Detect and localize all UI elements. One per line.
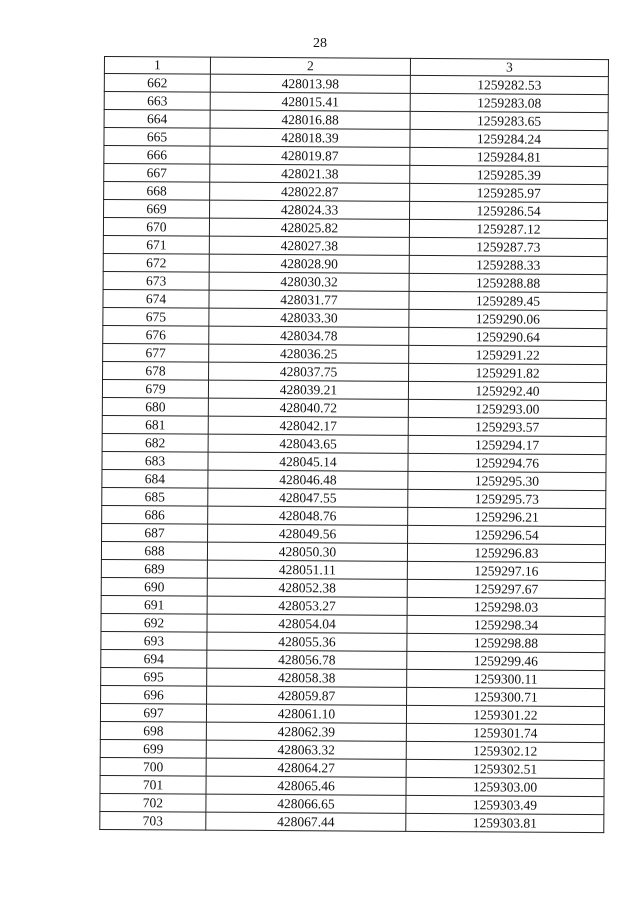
- x-coordinate-cell: 428049.56: [208, 524, 408, 543]
- y-coordinate-cell: 1259300.11: [407, 669, 605, 688]
- point-number-cell: 685: [102, 487, 208, 506]
- point-number-cell: 680: [102, 397, 208, 416]
- x-coordinate-cell: 428061.10: [206, 704, 406, 723]
- y-coordinate-cell: 1259284.24: [410, 129, 608, 148]
- point-number-cell: 686: [102, 505, 208, 524]
- coordinates-table-container: [99, 56, 610, 833]
- x-coordinate-cell: 428065.46: [206, 776, 406, 795]
- x-coordinate-cell: 428048.76: [208, 506, 408, 525]
- x-coordinate-cell: 428031.77: [209, 290, 409, 309]
- x-coordinate-cell: 428054.04: [207, 614, 407, 633]
- x-coordinate-cell: 428036.25: [209, 344, 409, 363]
- point-number-cell: 671: [103, 235, 209, 254]
- x-coordinate-cell: 428064.27: [206, 758, 406, 777]
- point-number-cell: 696: [101, 685, 207, 704]
- x-coordinate-cell: 428021.38: [210, 164, 410, 183]
- x-coordinate-cell: 428040.72: [208, 398, 408, 417]
- point-number-cell: 668: [104, 182, 210, 201]
- x-coordinate-cell: 428019.87: [210, 146, 410, 165]
- y-coordinate-cell: 1259282.53: [410, 75, 608, 94]
- x-coordinate-cell: 428058.38: [207, 668, 407, 687]
- y-coordinate-cell: 1259295.73: [408, 489, 606, 508]
- x-coordinate-cell: 428067.44: [206, 812, 406, 831]
- x-coordinate-cell: 428042.17: [208, 416, 408, 435]
- point-number-cell: 688: [101, 541, 207, 560]
- y-coordinate-cell: 1259287.12: [409, 219, 607, 238]
- y-coordinate-cell: 1259294.76: [408, 453, 606, 472]
- point-number-cell: 670: [103, 218, 209, 237]
- point-number-cell: 701: [100, 775, 206, 794]
- column-header-3: 3: [410, 58, 608, 76]
- y-coordinate-cell: 1259301.22: [406, 705, 604, 724]
- x-coordinate-cell: 428039.21: [208, 380, 408, 399]
- coordinates-table: [99, 56, 609, 833]
- point-number-cell: 672: [103, 253, 209, 272]
- y-coordinate-cell: 1259292.40: [408, 381, 606, 400]
- x-coordinate-cell: 428013.98: [210, 74, 410, 93]
- y-coordinate-cell: 1259303.00: [406, 777, 604, 796]
- y-coordinate-cell: 1259302.12: [406, 741, 604, 760]
- x-coordinate-cell: 428052.38: [207, 578, 407, 597]
- point-number-cell: 695: [101, 667, 207, 686]
- x-coordinate-cell: 428030.32: [209, 272, 409, 291]
- y-coordinate-cell: 1259303.81: [406, 813, 604, 832]
- y-coordinate-cell: 1259288.33: [409, 255, 607, 274]
- x-coordinate-cell: 428063.32: [206, 740, 406, 759]
- y-coordinate-cell: 1259298.88: [407, 633, 605, 652]
- x-coordinate-cell: 428027.38: [209, 236, 409, 255]
- y-coordinate-cell: 1259303.49: [406, 795, 604, 814]
- point-number-cell: 690: [101, 577, 207, 596]
- y-coordinate-cell: 1259298.34: [407, 615, 605, 634]
- x-coordinate-cell: 428066.65: [206, 794, 406, 813]
- x-coordinate-cell: 428037.75: [209, 362, 409, 381]
- y-coordinate-cell: 1259290.06: [409, 309, 607, 328]
- x-coordinate-cell: 428015.41: [210, 92, 410, 111]
- point-number-cell: 697: [100, 703, 206, 722]
- y-coordinate-cell: 1259286.54: [410, 201, 608, 220]
- y-coordinate-cell: 1259300.71: [407, 687, 605, 706]
- x-coordinate-cell: 428056.78: [207, 650, 407, 669]
- y-coordinate-cell: 1259296.21: [408, 507, 606, 526]
- y-coordinate-cell: 1259301.74: [406, 723, 604, 742]
- point-number-cell: 681: [102, 415, 208, 434]
- point-number-cell: 702: [100, 793, 206, 812]
- point-number-cell: 678: [103, 361, 209, 380]
- y-coordinate-cell: 1259291.22: [409, 345, 607, 364]
- point-number-cell: 698: [100, 721, 206, 740]
- x-coordinate-cell: 428062.39: [206, 722, 406, 741]
- y-coordinate-cell: 1259289.45: [409, 291, 607, 310]
- y-coordinate-cell: 1259283.65: [410, 111, 608, 130]
- x-coordinate-cell: 428025.82: [209, 218, 409, 237]
- y-coordinate-cell: 1259290.64: [409, 327, 607, 346]
- point-number-cell: 675: [103, 307, 209, 326]
- table-row: [100, 811, 604, 832]
- point-number-cell: 677: [103, 343, 209, 362]
- y-coordinate-cell: 1259295.30: [408, 471, 606, 490]
- y-coordinate-cell: 1259297.16: [407, 561, 605, 580]
- y-coordinate-cell: 1259291.82: [409, 363, 607, 382]
- point-number-cell: 684: [102, 469, 208, 488]
- y-coordinate-cell: 1259285.39: [410, 165, 608, 184]
- column-header-1: 1: [104, 57, 210, 75]
- x-coordinate-cell: 428024.33: [210, 200, 410, 219]
- y-coordinate-cell: 1259285.97: [410, 183, 608, 202]
- point-number-cell: 676: [103, 325, 209, 344]
- x-coordinate-cell: 428055.36: [207, 632, 407, 651]
- x-coordinate-cell: 428034.78: [209, 326, 409, 345]
- page-number: 28: [313, 36, 327, 51]
- y-coordinate-cell: 1259294.17: [408, 435, 606, 454]
- y-coordinate-cell: 1259288.88: [409, 273, 607, 292]
- y-coordinate-cell: 1259302.51: [406, 759, 604, 778]
- point-number-cell: 662: [104, 74, 210, 93]
- x-coordinate-cell: 428053.27: [207, 596, 407, 615]
- y-coordinate-cell: 1259296.54: [408, 525, 606, 544]
- point-number-cell: 699: [100, 739, 206, 758]
- y-coordinate-cell: 1259284.81: [410, 147, 608, 166]
- y-coordinate-cell: 1259287.73: [409, 237, 607, 256]
- point-number-cell: 664: [104, 110, 210, 129]
- point-number-cell: 703: [100, 811, 206, 830]
- point-number-cell: 679: [102, 379, 208, 398]
- point-number-cell: 667: [104, 164, 210, 183]
- y-coordinate-cell: 1259296.83: [407, 543, 605, 562]
- point-number-cell: 687: [102, 523, 208, 542]
- y-coordinate-cell: 1259293.00: [408, 399, 606, 418]
- x-coordinate-cell: 428050.30: [207, 542, 407, 561]
- point-number-cell: 666: [104, 146, 210, 165]
- point-number-cell: 673: [103, 271, 209, 290]
- y-coordinate-cell: 1259283.08: [410, 93, 608, 112]
- x-coordinate-cell: 428046.48: [208, 470, 408, 489]
- point-number-cell: 683: [102, 451, 208, 470]
- x-coordinate-cell: 428043.65: [208, 434, 408, 453]
- x-coordinate-cell: 428022.87: [210, 182, 410, 201]
- point-number-cell: 663: [104, 92, 210, 111]
- y-coordinate-cell: 1259293.57: [408, 417, 606, 436]
- point-number-cell: 700: [100, 757, 206, 776]
- table-body: [100, 57, 609, 833]
- x-coordinate-cell: 428045.14: [208, 452, 408, 471]
- column-header-2: 2: [210, 57, 410, 75]
- point-number-cell: 689: [101, 559, 207, 578]
- point-number-cell: 691: [101, 595, 207, 614]
- point-number-cell: 692: [101, 613, 207, 632]
- y-coordinate-cell: 1259297.67: [407, 579, 605, 598]
- point-number-cell: 669: [104, 200, 210, 219]
- x-coordinate-cell: 428016.88: [210, 110, 410, 129]
- x-coordinate-cell: 428033.30: [209, 308, 409, 327]
- point-number-cell: 694: [101, 649, 207, 668]
- y-coordinate-cell: 1259298.03: [407, 597, 605, 616]
- y-coordinate-cell: 1259299.46: [407, 651, 605, 670]
- x-coordinate-cell: 428047.55: [208, 488, 408, 507]
- x-coordinate-cell: 428028.90: [209, 254, 409, 273]
- x-coordinate-cell: 428051.11: [207, 560, 407, 579]
- point-number-cell: 665: [104, 128, 210, 147]
- x-coordinate-cell: 428018.39: [210, 128, 410, 147]
- point-number-cell: 674: [103, 289, 209, 308]
- x-coordinate-cell: 428059.87: [207, 686, 407, 705]
- point-number-cell: 682: [102, 433, 208, 452]
- point-number-cell: 693: [101, 631, 207, 650]
